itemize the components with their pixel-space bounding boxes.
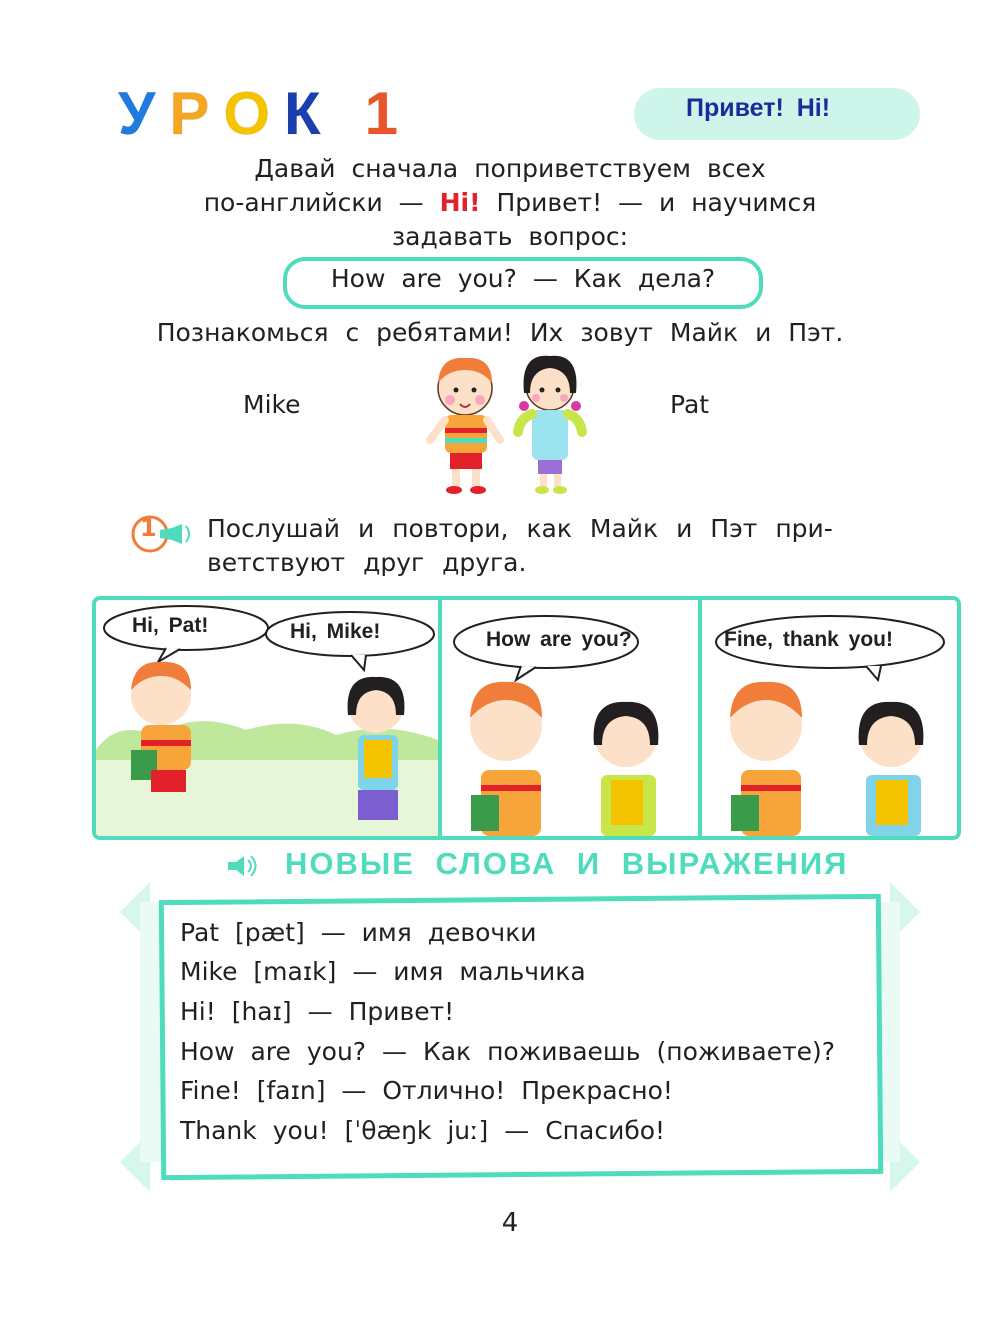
intro-line xyxy=(150,186,870,220)
lesson-letter: Р xyxy=(169,80,224,147)
exercise-line-2: ветствуют друг друга. xyxy=(207,548,527,577)
panel2-kids xyxy=(470,682,658,836)
intro-text: по-английски — xyxy=(203,188,424,217)
intro-paragraph xyxy=(150,152,870,254)
mike-label: Mike xyxy=(243,390,301,419)
intro-line: задавать вопрос: xyxy=(391,222,629,251)
question-text: How are you? — Как дела? xyxy=(330,264,716,293)
page-number: 4 xyxy=(501,1208,519,1238)
bubble-hi-mike: Hi, Mike! xyxy=(290,620,381,643)
vocab-item: Fine! [faɪn] — Отлично! Прекрасно! xyxy=(180,1076,673,1105)
mike-figure xyxy=(430,358,500,494)
panel3-kids xyxy=(730,682,923,836)
exercise-line-1: Послушай и повтори, как Майк и Пэт при- xyxy=(207,514,833,543)
lesson-letter: О xyxy=(223,80,285,147)
vocab-item: How are you? — Как поживаешь (поживаете)? xyxy=(180,1037,836,1066)
intro-line: Давай сначала поприветствуем всех xyxy=(254,154,766,183)
lesson-letter: К xyxy=(284,80,335,147)
vocab-item: Thank you! [ˈθæŋk juː] — Спасибо! xyxy=(180,1116,666,1145)
intro-text: Привет! — и научимся xyxy=(496,188,817,217)
panel1-mike xyxy=(131,662,191,792)
section-title: НОВЫЕ СЛОВА И ВЫРАЖЕНИЯ xyxy=(285,846,849,881)
hi-highlight: Hi! xyxy=(439,188,481,217)
bubble-fine-thank-you: Fine, thank you! xyxy=(724,628,894,651)
kids-illustration xyxy=(420,348,610,498)
vocab-item: Hi! [haɪ] — Привет! xyxy=(180,997,455,1026)
comic-strip xyxy=(92,596,961,840)
vocab-item: Mike [maɪk] — имя мальчика xyxy=(180,957,586,986)
bubble-hi-pat: Hi, Pat! xyxy=(132,614,209,637)
pat-figure xyxy=(518,356,582,494)
greeting-text: Привет! Hi! xyxy=(686,94,831,122)
bubble-how-are-you: How are you? xyxy=(486,628,632,651)
exercise-number: 1 xyxy=(140,514,157,542)
pat-label: Pat xyxy=(670,390,710,419)
lesson-number: 1 xyxy=(364,80,413,147)
lesson-letter: У xyxy=(118,80,170,147)
vocab-item: Pat [pæt] — имя девочки xyxy=(180,918,537,947)
meet-text: Познакомься с ребятами! Их зовут Майк и Пэт. xyxy=(156,318,844,347)
lesson-title xyxy=(118,80,413,147)
